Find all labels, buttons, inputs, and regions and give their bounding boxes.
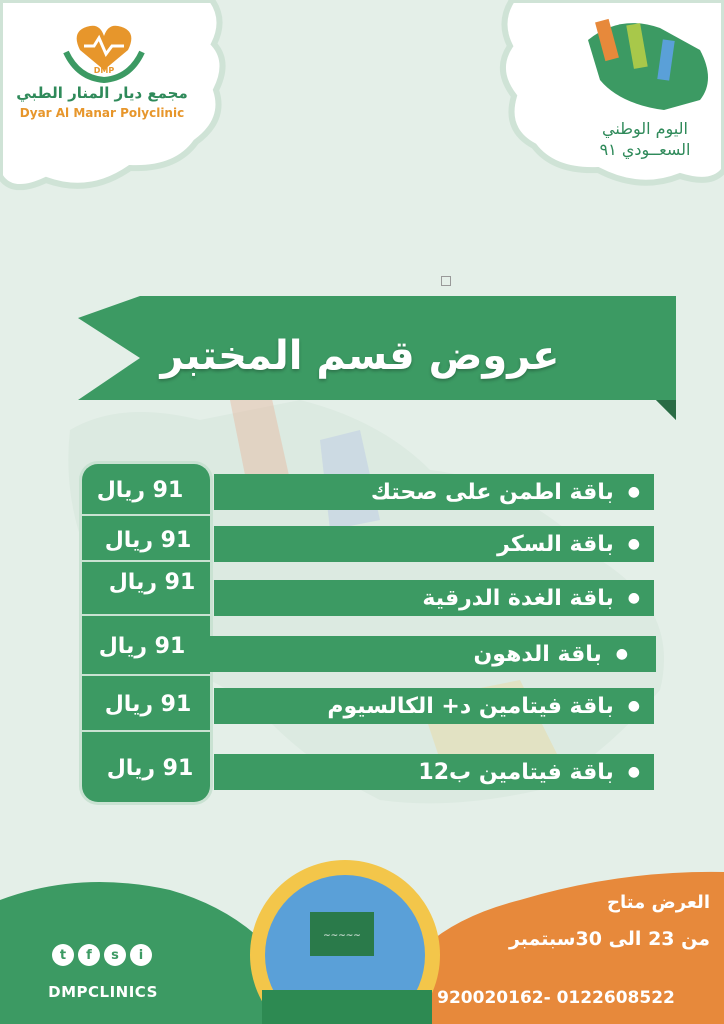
package-name: باقة السكر — [497, 531, 614, 557]
price-divider — [82, 730, 210, 732]
package-price: 91 ريال — [104, 528, 192, 553]
package-price: 91 ريال — [98, 634, 186, 659]
package-item — [214, 688, 654, 724]
bullet-icon: ● — [627, 536, 640, 552]
price-divider — [82, 514, 210, 516]
bullet-icon: ● — [627, 590, 640, 606]
package-price: 91 ريال — [104, 692, 192, 717]
bullet-icon: ● — [627, 764, 640, 780]
national-day-line2: السعــودي ٩١ — [599, 140, 691, 159]
price-divider — [82, 674, 210, 676]
bullet-icon: ● — [615, 646, 628, 662]
twitter-icon[interactable]: t — [52, 944, 74, 966]
package-price: 91 ريال — [108, 570, 196, 595]
price-divider — [82, 614, 210, 616]
decorative-square — [441, 276, 451, 286]
price-divider — [82, 560, 210, 562]
bullet-icon: ● — [627, 698, 640, 714]
brand-name-ar: مجمع ديار المنار الطبي — [16, 84, 188, 102]
banner-title: عروض قسم المختبر — [160, 333, 560, 379]
national-day-label — [570, 118, 720, 160]
package-name: باقة الغدة الدرقية — [422, 585, 614, 611]
package-item — [214, 754, 654, 790]
instagram-icon[interactable]: i — [130, 944, 152, 966]
package-item — [214, 474, 654, 510]
snapchat-icon[interactable]: s — [104, 944, 126, 966]
social-handle: DMPCLINICS — [48, 983, 158, 1001]
logo-text: DMP — [93, 66, 115, 75]
package-name: باقة اطمن على صحتك — [370, 479, 614, 505]
package-name: باقة فيتامين ب12 — [418, 759, 614, 785]
social-icons — [52, 944, 152, 966]
offer-dates: من 23 الى 30سبتمبر — [508, 928, 710, 950]
bullet-icon: ● — [627, 484, 640, 500]
offer-availability: العرض متاح — [607, 892, 710, 913]
package-item — [214, 526, 654, 562]
national-day-line1: اليوم الوطني — [602, 119, 688, 138]
facebook-icon[interactable]: f — [78, 944, 100, 966]
package-name: باقة فيتامين د+ الكالسيوم — [327, 693, 614, 719]
package-item — [214, 580, 654, 616]
svg-text:~~~~~: ~~~~~ — [323, 931, 361, 941]
package-item — [210, 636, 656, 672]
package-name: باقة الدهون — [473, 641, 602, 667]
package-price: 91 ريال — [96, 478, 184, 503]
brand-name-en: Dyar Al Manar Polyclinic — [19, 106, 185, 120]
phone-numbers: 920020162- 0122608522 — [437, 988, 675, 1008]
package-price: 91 ريال — [106, 756, 194, 781]
